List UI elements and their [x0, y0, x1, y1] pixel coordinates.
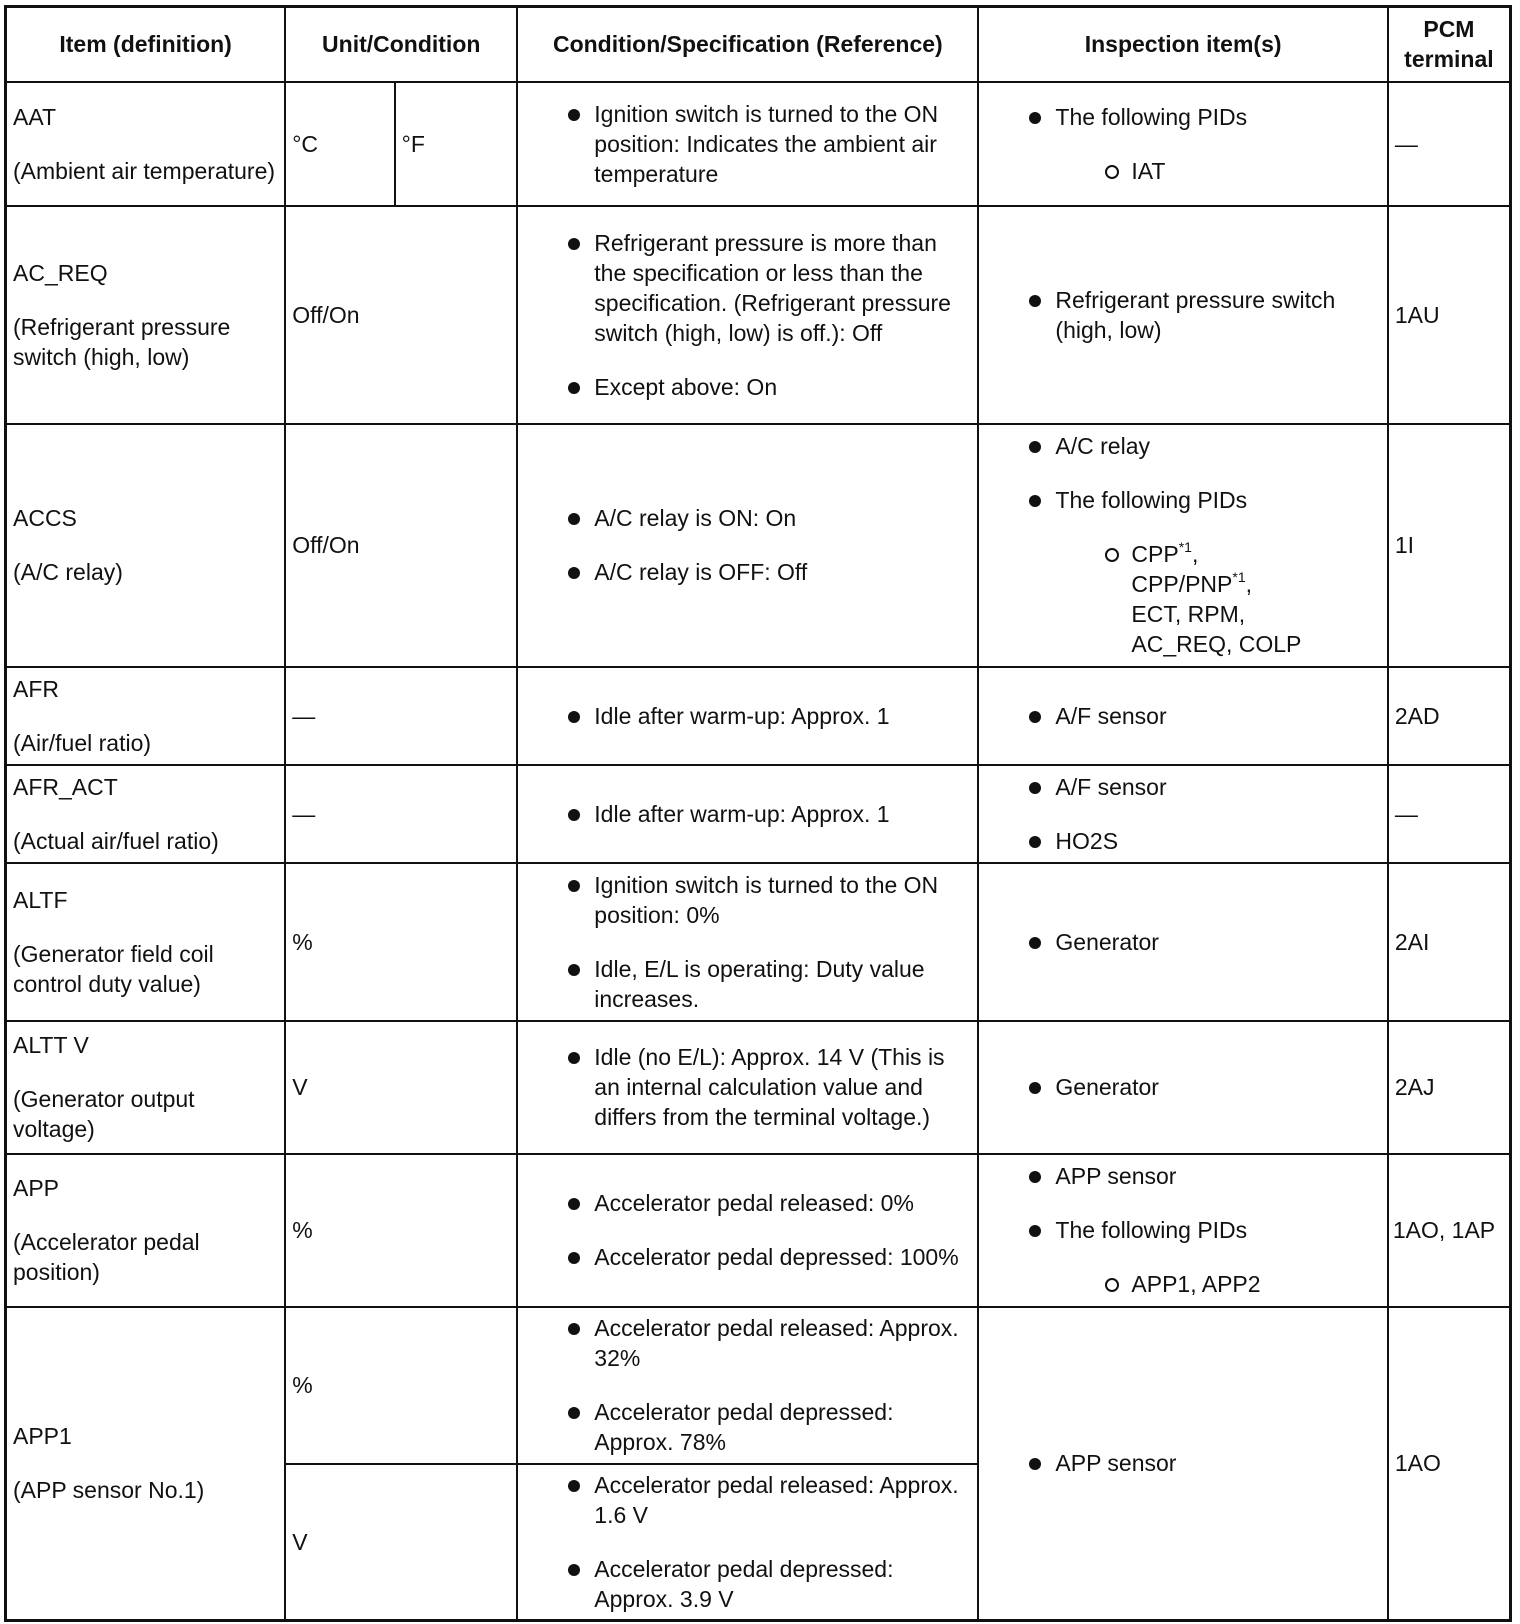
table-row	[6, 1307, 1511, 1464]
item-name: AC_REQ	[13, 259, 108, 286]
inspection-cell	[978, 1021, 1387, 1154]
pid-cpp-pnp: CPP/PNP	[1131, 571, 1233, 597]
unit-cell: %	[285, 1307, 517, 1464]
pid-cpp: CPP	[1131, 541, 1179, 567]
item-cell	[6, 206, 286, 424]
unit-cell: °C	[285, 82, 394, 206]
spec-bullet: Except above: On	[524, 372, 971, 402]
item-definition: (Generator output voltage)	[13, 1086, 195, 1142]
header-pcm-terminal: PCM terminal	[1388, 7, 1511, 82]
spec-cell	[517, 82, 978, 206]
inspection-bullet	[985, 1215, 1380, 1299]
spec-bullet: Idle (no E/L): Approx. 14 V (This is an internal calculation value and differs from the terminal voltage.)	[524, 1042, 971, 1132]
inspection-sub-bullet: APP1, APP2	[1055, 1269, 1380, 1299]
inspection-bullet: HO2S	[985, 826, 1380, 856]
inspection-cell	[978, 765, 1387, 863]
inspection-cell	[978, 424, 1387, 667]
footnote-mark: *1	[1178, 539, 1192, 555]
inspection-bullet	[985, 102, 1380, 186]
item-name: AFR_ACT	[13, 773, 118, 800]
inspection-cell	[978, 667, 1387, 765]
inspection-text: The following PIDs	[1055, 1217, 1248, 1243]
pcm-terminal-cell: —	[1388, 82, 1511, 206]
table-row	[6, 765, 1511, 863]
table-row	[6, 1021, 1511, 1154]
pcm-terminal-cell: —	[1388, 765, 1511, 863]
pcm-terminal-cell: 2AD	[1388, 667, 1511, 765]
item-cell	[6, 82, 286, 206]
spec-bullet: Accelerator pedal depressed: Approx. 3.9 V	[524, 1554, 971, 1614]
item-definition: (Air/fuel ratio)	[13, 729, 152, 756]
pid-acreq-colp: AC_REQ, COLP	[1131, 631, 1302, 657]
inspection-bullet: Refrigerant pressure switch (high, low)	[985, 285, 1380, 345]
unit-cell: V	[285, 1464, 517, 1621]
unit-cell: V	[285, 1021, 517, 1154]
inspection-bullet: APP sensor	[985, 1161, 1380, 1191]
item-name: ACCS	[13, 505, 77, 531]
inspection-text: The following PIDs	[1055, 103, 1248, 130]
pcm-terminal-cell: 1AO	[1388, 1307, 1511, 1621]
pcm-terminal-cell: 1I	[1388, 424, 1511, 667]
pid-ect-rpm: ECT, RPM,	[1131, 601, 1246, 627]
spec-bullet: Accelerator pedal depressed: 100%	[524, 1242, 971, 1272]
spec-bullet: Accelerator pedal released: 0%	[524, 1188, 971, 1218]
pcm-terminal-cell: 2AI	[1388, 863, 1511, 1021]
pcm-terminal-cell: 1AO, 1AP	[1388, 1154, 1511, 1307]
header-unit: Unit/Condition	[285, 7, 517, 82]
unit-cell: %	[285, 863, 517, 1021]
spec-bullet: Accelerator pedal released: Approx. 1.6 V	[524, 1470, 971, 1530]
item-cell	[6, 863, 286, 1021]
item-cell	[6, 1307, 286, 1621]
item-definition: (A/C relay)	[13, 559, 123, 585]
inspection-bullet: A/C relay	[985, 431, 1380, 461]
spec-cell	[517, 424, 978, 667]
pcm-terminal-cell: 1AU	[1388, 206, 1511, 424]
spec-cell	[517, 1154, 978, 1307]
spec-cell	[517, 206, 978, 424]
pid-monitor-table	[4, 5, 1512, 1622]
inspection-bullet: A/F sensor	[985, 772, 1380, 802]
inspection-cell	[978, 1154, 1387, 1307]
item-name: AAT	[13, 103, 57, 130]
item-definition: (Ambient air temperature)	[13, 157, 276, 184]
spec-bullet: Idle after warm-up: Approx. 1	[524, 799, 971, 829]
inspection-cell	[978, 863, 1387, 1021]
item-cell	[6, 424, 286, 667]
item-name: ALTT V	[13, 1032, 89, 1058]
spec-bullet: A/C relay is OFF: Off	[524, 557, 971, 587]
spec-cell	[517, 765, 978, 863]
unit-cell: %	[285, 1154, 517, 1307]
inspection-bullet: Generator	[985, 927, 1380, 957]
item-definition: (Generator field coil control duty value)	[13, 940, 214, 997]
inspection-cell	[978, 206, 1387, 424]
unit-cell: Off/On	[285, 424, 517, 667]
item-definition: (APP sensor No.1)	[13, 1477, 205, 1504]
header-item: Item (definition)	[6, 7, 286, 82]
unit-cell: °F	[395, 82, 518, 206]
inspection-bullet: APP sensor	[985, 1448, 1380, 1478]
inspection-sub-bullet	[1055, 539, 1380, 659]
item-name: APP	[13, 1175, 60, 1201]
item-cell	[6, 1154, 286, 1307]
footnote-mark: *1	[1232, 569, 1246, 585]
spec-bullet: A/C relay is ON: On	[524, 503, 971, 533]
separator: ,	[1191, 541, 1199, 567]
header-spec: Condition/Specification (Reference)	[517, 7, 978, 82]
inspection-cell	[978, 1307, 1387, 1621]
spec-bullet: Accelerator pedal depressed: Approx. 78%	[524, 1397, 971, 1457]
item-name: AFR	[13, 675, 59, 702]
inspection-bullet: Generator	[985, 1072, 1380, 1102]
spec-cell	[517, 1021, 978, 1154]
spec-bullet: Ignition switch is turned to the ON position: Indicates the ambient air temperature	[524, 99, 971, 189]
item-name: APP1	[13, 1423, 72, 1450]
header-row	[6, 7, 1511, 82]
separator: ,	[1245, 571, 1253, 597]
item-cell	[6, 765, 286, 863]
table-row	[6, 667, 1511, 765]
inspection-sub-bullet: IAT	[1055, 156, 1380, 186]
table-row	[6, 206, 1511, 424]
spec-cell	[517, 863, 978, 1021]
table-row	[6, 82, 1511, 206]
header-inspection: Inspection item(s)	[978, 7, 1387, 82]
spec-bullet: Accelerator pedal released: Approx. 32%	[524, 1313, 971, 1373]
item-name: ALTF	[13, 886, 68, 913]
table-row	[6, 424, 1511, 667]
item-definition: (Actual air/fuel ratio)	[13, 827, 219, 854]
unit-cell: Off/On	[285, 206, 517, 424]
spec-cell	[517, 1464, 978, 1621]
pcm-terminal-cell: 2AJ	[1388, 1021, 1511, 1154]
spec-bullet: Refrigerant pressure is more than the specification or less than the specification. (Refrigerant pressure switch (high, low) is off.): Off	[524, 228, 971, 348]
pid-table-frame	[4, 5, 1512, 1620]
spec-cell	[517, 667, 978, 765]
table-row	[6, 863, 1511, 1021]
inspection-bullet	[985, 485, 1380, 659]
spec-bullet: Idle, E/L is operating: Duty value increases.	[524, 954, 971, 1014]
unit-cell: —	[285, 765, 517, 863]
spec-bullet: Idle after warm-up: Approx. 1	[524, 701, 971, 731]
table-row	[6, 1154, 1511, 1307]
unit-cell: —	[285, 667, 517, 765]
spec-cell	[517, 1307, 978, 1464]
inspection-bullet: A/F sensor	[985, 701, 1380, 731]
item-definition: (Accelerator pedal position)	[13, 1229, 200, 1285]
item-cell	[6, 667, 286, 765]
item-cell	[6, 1021, 286, 1154]
spec-bullet: Ignition switch is turned to the ON position: 0%	[524, 870, 971, 930]
inspection-cell	[978, 82, 1387, 206]
inspection-text: The following PIDs	[1055, 487, 1248, 513]
item-definition: (Refrigerant pressure switch (high, low)	[13, 313, 231, 370]
